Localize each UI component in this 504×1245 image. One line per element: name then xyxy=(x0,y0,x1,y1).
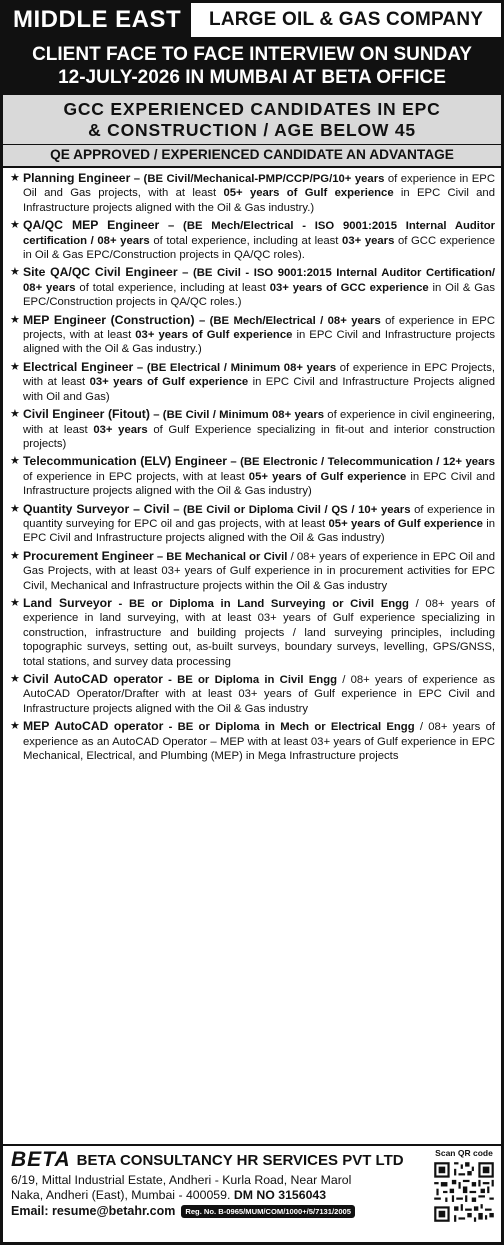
qr-caption: Scan QR code xyxy=(435,1148,493,1158)
star-icon: ★ xyxy=(10,720,20,733)
job-text: of total experience, including at least xyxy=(149,234,343,247)
job-text: of Gulf Experience specializing in fit-out and interior construction projects) xyxy=(23,423,495,450)
job-text: of experience in EPC projects, with at least xyxy=(23,314,496,342)
job-highlight: 03+ years of Gulf experience xyxy=(89,376,249,389)
job-text: of GCC experience in Oil & Gas EPC/Construction projects in QA/QC roles). xyxy=(23,234,495,262)
email-address[interactable]: Email: resume@betahr.com xyxy=(11,1204,176,1218)
job-title: Civil AutoCAD operator xyxy=(23,672,163,686)
header-company-type: LARGE OIL & GAS COMPANY xyxy=(209,9,484,30)
job-title: Land Surveyor xyxy=(23,595,112,610)
star-icon: ★ xyxy=(10,502,20,515)
job-text: in EPC Civil and Infrastructure Projects aligned with Oil and Gas) xyxy=(23,376,496,403)
job-text: of total experience, including at least xyxy=(75,281,270,294)
job-title: Quantity Surveyor – Civil xyxy=(23,501,170,516)
job-item xyxy=(10,719,495,763)
job-text: / 08+ years of experience in EPC Oil and Gas Projects, with at least 03+ years of Gulf experience in in procurement activities for EPC Civil, Mechanical and Infrastructure projects within the Oil & Gas industry xyxy=(23,550,495,592)
job-requirement: – (BE Mech/Electrical / 08+ years xyxy=(194,314,381,327)
job-requirement: - BE or Diploma in Land Surveying or Civil Engg xyxy=(111,597,409,610)
email-row xyxy=(11,1204,421,1218)
star-icon: ★ xyxy=(10,596,20,609)
company-name: BETA CONSULTANCY HR SERVICES PVT LTD xyxy=(76,1151,404,1169)
job-requirement: – (BE Civil/Mechanical-PMP/CCP/PG/10+ years xyxy=(130,173,385,185)
beta-logo: BETA xyxy=(11,1148,71,1171)
qr-section xyxy=(427,1146,501,1242)
job-text: of experience in civil engineering, with at least xyxy=(23,409,495,436)
job-requirement: – (BE Electrical / Minimum 08+ years xyxy=(133,361,337,374)
header-region: MIDDLE EAST xyxy=(3,3,191,37)
job-text: of experience in EPC projects, with at least xyxy=(23,470,249,483)
star-icon: ★ xyxy=(10,172,20,184)
job-requirement: - BE or Diploma in Mech or Electrical Engg xyxy=(163,721,415,734)
job-text: / 08+ years of experience as an AutoCAD Operator – MEP with at least 03+ years of Gulf experience in EPC Mechanical, Electrical, and Plumbing (MEP) in Mega Infrastructure projects xyxy=(23,721,495,763)
address-city: Naka, Andheri (East), Mumbai - 400059. xyxy=(11,1188,231,1202)
job-item xyxy=(10,171,495,215)
job-item xyxy=(10,313,495,357)
star-icon: ★ xyxy=(10,673,20,685)
job-item xyxy=(10,672,495,716)
interview-line-1: CLIENT FACE TO FACE INTERVIEW ON SUNDAY xyxy=(32,44,472,65)
gcc-banner xyxy=(3,95,501,145)
star-icon: ★ xyxy=(10,219,20,232)
gcc-line-2: & CONSTRUCTION / AGE BELOW 45 xyxy=(88,120,416,140)
job-title: Electrical Engineer xyxy=(23,359,134,374)
job-requirement: – (BE Civil / Minimum 08+ years xyxy=(149,409,325,422)
job-item xyxy=(10,218,495,262)
job-title: Planning Engineer xyxy=(23,171,131,185)
job-text: of experience in EPC Oil and Gas projects, with at least xyxy=(23,173,495,200)
job-item xyxy=(10,596,495,669)
job-text: / 08+ years of experience as AutoCAD Operator/Drafter with at least 03+ years of Gulf experience in EPC Civil and Infrastructure projects aligned with the Oil & Gas industry xyxy=(23,674,495,715)
star-icon: ★ xyxy=(10,313,20,326)
job-highlight: 03+ years of GCC experience xyxy=(269,281,429,294)
address-line-2 xyxy=(11,1188,421,1203)
job-text: in EPC Civil and Infrastructure projects aligned with the Oil & Gas industry) xyxy=(23,470,495,498)
job-requirement: - BE or Diploma in Civil Engg xyxy=(162,674,337,686)
job-text: of experience in quantity surveying for EPC oil and gas projects, with at least xyxy=(23,503,495,530)
job-requirement: – (BE Civil or Diploma Civil / QS / 10+ years xyxy=(169,503,411,516)
job-requirement: – BE Mechanical or Civil xyxy=(153,550,288,563)
job-title: Site QA/QC Civil Engineer xyxy=(23,265,178,280)
dm-number: DM NO 3156043 xyxy=(233,1188,327,1202)
footer-contact xyxy=(3,1146,427,1242)
job-requirement: – (BE Electronic / Telecommunication / 12+ years xyxy=(226,456,495,469)
address-line-1: 6/19, Mittal Industrial Estate, Andheri - Kurla Road, Near Marol xyxy=(11,1173,352,1187)
job-item xyxy=(10,549,495,593)
job-highlight: 05+ years of Gulf experience xyxy=(328,517,483,530)
company-row xyxy=(11,1148,421,1172)
job-text: / 08+ years of experience in land surveying, with at least 03+ years of Gulf experience specializing in construction, infrastructure and building projects / land surveying principles, including topographic surveys, setting out, as-built surveys, boundary surveys, levelling, GPS/GNSS, total stations, and survey data processing xyxy=(23,597,495,668)
job-item xyxy=(10,502,495,546)
job-highlight: 05+ years of Gulf experience xyxy=(248,470,407,483)
gcc-line-1: GCC EXPERIENCED CANDIDATES IN EPC xyxy=(63,99,441,119)
star-icon: ★ xyxy=(10,360,20,373)
job-requirement: – (BE Civil - ISO 9001:2015 Internal Auditor Certification/ 08+ years xyxy=(23,267,495,294)
job-title: QA/QC MEP Engineer xyxy=(23,218,160,233)
job-item xyxy=(10,407,495,451)
qe-banner: QE APPROVED / EXPERIENCED CANDIDATE AN ADVANTAGE xyxy=(3,145,501,168)
star-icon: ★ xyxy=(10,455,20,468)
job-text: of experience in EPC Projects, with at least xyxy=(23,361,495,389)
interview-banner xyxy=(3,39,501,95)
job-title: MEP AutoCAD operator xyxy=(23,719,164,734)
registration-badge: Reg. No. B-0965/MUM/COM/1000+/5/7131/2005 xyxy=(181,1205,355,1218)
job-highlight: 03+ years of Gulf experience xyxy=(135,329,293,342)
job-text: in EPC Civil and Infrastructure projects aligned with the Oil & Gas industry.) xyxy=(23,329,495,356)
job-title: Civil Engineer (Fitout) xyxy=(23,407,150,422)
interview-line-2: 12-JULY-2026 IN MUMBAI AT BETA OFFICE xyxy=(58,67,446,88)
address xyxy=(11,1173,421,1203)
job-highlight: 05+ years of Gulf experience xyxy=(223,187,394,200)
job-highlight: 03+ years xyxy=(342,234,395,247)
qr-code-icon[interactable] xyxy=(432,1160,496,1224)
job-item xyxy=(10,265,495,309)
job-list xyxy=(3,168,501,763)
header xyxy=(3,3,501,39)
job-text: in Oil & Gas EPC/Construction projects in QA/QC roles.) xyxy=(23,281,495,309)
star-icon: ★ xyxy=(10,266,20,279)
star-icon: ★ xyxy=(10,549,20,562)
job-highlight: 03+ years xyxy=(93,423,148,436)
job-title: Procurement Engineer xyxy=(23,548,154,563)
star-icon: ★ xyxy=(10,408,20,421)
job-title: MEP Engineer (Construction) xyxy=(23,312,195,327)
job-text: in EPC Civil and Infrastructure projects aligned with the Oil & Gas industry) xyxy=(23,517,495,545)
job-item xyxy=(10,360,495,404)
job-requirement: – (BE Mech/Electrical - ISO 9001:2015 Internal Auditor certification / 08+ years xyxy=(23,220,496,247)
footer xyxy=(3,1144,501,1242)
job-text: in EPC Civil and Infrastructure projects aligned with the Oil & Gas industry.) xyxy=(23,187,495,214)
job-item xyxy=(10,454,495,498)
job-title: Telecommunication (ELV) Engineer xyxy=(23,454,227,469)
